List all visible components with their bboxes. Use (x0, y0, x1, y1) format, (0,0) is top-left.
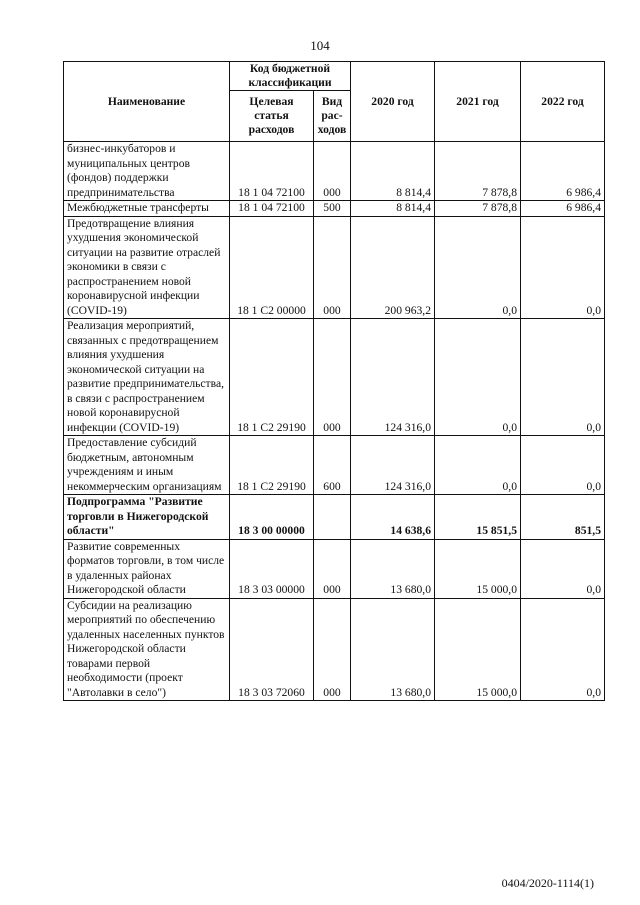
row-value-2022: 0,0 (521, 216, 605, 319)
row-name: Субсидии на реализацию мероприятий по обеспечению удаленных населенных пунктов Нижегородской области товарами первой необходимости (проект "Автолавки в село") (64, 598, 230, 701)
row-expense-type: 000 (314, 598, 351, 701)
header-year-2020: 2020 год (351, 62, 435, 142)
row-target-article: 18 3 03 00000 (230, 539, 314, 598)
row-value-2020: 8 814,4 (351, 201, 435, 217)
row-value-2021: 7 878,8 (435, 142, 521, 201)
header-name: Наименование (64, 62, 230, 142)
row-value-2021: 15 000,0 (435, 539, 521, 598)
row-name: Предотвращение влияния ухудшения экономической ситуации на развитие отраслей экономики в связи с распространением новой коронавирусной инфекции (COVID-19) (64, 216, 230, 319)
row-value-2021: 0,0 (435, 319, 521, 436)
table-row (64, 436, 605, 495)
row-expense-type: 000 (314, 142, 351, 201)
table-row (64, 319, 605, 436)
row-value-2021: 7 878,8 (435, 201, 521, 217)
row-expense-type: 600 (314, 436, 351, 495)
row-target-article: 18 3 03 72060 (230, 598, 314, 701)
header-year-2021: 2021 год (435, 62, 521, 142)
row-target-article: 18 1 С2 29190 (230, 319, 314, 436)
row-expense-type: 000 (314, 319, 351, 436)
row-expense-type: 000 (314, 216, 351, 319)
row-target-article: 18 3 00 00000 (230, 495, 314, 540)
row-expense-type: 000 (314, 539, 351, 598)
table-row (64, 142, 605, 201)
document-code: 0404/2020-1114(1) (501, 876, 594, 890)
row-value-2022: 0,0 (521, 598, 605, 701)
row-value-2020: 13 680,0 (351, 598, 435, 701)
header-expense-type: Вид рас-ходов (314, 91, 351, 142)
budget-table (63, 61, 605, 701)
table-row (64, 598, 605, 701)
row-value-2020: 13 680,0 (351, 539, 435, 598)
row-value-2022: 851,5 (521, 495, 605, 540)
row-target-article: 18 1 С2 29190 (230, 436, 314, 495)
row-target-article: 18 1 С2 00000 (230, 216, 314, 319)
row-expense-type: 500 (314, 201, 351, 217)
row-value-2020: 14 638,6 (351, 495, 435, 540)
table-row (64, 201, 605, 217)
header-code-group: Код бюджетной классификации (230, 62, 351, 91)
table-row-subprogram (64, 495, 605, 540)
row-name: Межбюджетные трансферты (64, 201, 230, 217)
row-value-2022: 0,0 (521, 436, 605, 495)
row-value-2021: 0,0 (435, 436, 521, 495)
header-target-article: Целевая статья расходов (230, 91, 314, 142)
row-value-2020: 124 316,0 (351, 436, 435, 495)
row-target-article: 18 1 04 72100 (230, 201, 314, 217)
row-value-2020: 124 316,0 (351, 319, 435, 436)
row-value-2021: 0,0 (435, 216, 521, 319)
table-row (64, 539, 605, 598)
row-name: Предоставление субсидий бюджетным, автономным учреждениям и иным некоммерческим организациям (64, 436, 230, 495)
row-expense-type (314, 495, 351, 540)
row-value-2022: 0,0 (521, 539, 605, 598)
row-value-2021: 15 851,5 (435, 495, 521, 540)
row-name: Подпрограмма "Развитие торговли в Нижегородской области" (64, 495, 230, 540)
header-year-2022: 2022 год (521, 62, 605, 142)
row-name: Развитие современных форматов торговли, в том числе в удаленных районах Нижегородской области (64, 539, 230, 598)
row-value-2022: 6 986,4 (521, 201, 605, 217)
row-value-2021: 15 000,0 (435, 598, 521, 701)
row-name: Реализация мероприятий, связанных с предотвращением влияния ухудшения экономической ситуации на развитие предпринимательства, в связи с распространением новой коронавирусной инфекции (COVID-19) (64, 319, 230, 436)
row-value-2022: 0,0 (521, 319, 605, 436)
page-number: 104 (310, 38, 330, 53)
row-value-2020: 200 963,2 (351, 216, 435, 319)
row-name: бизнес-инкубаторов и муниципальных центров (фондов) поддержки предпринимательства (64, 142, 230, 201)
row-value-2020: 8 814,4 (351, 142, 435, 201)
row-target-article: 18 1 04 72100 (230, 142, 314, 201)
table-row (64, 216, 605, 319)
row-value-2022: 6 986,4 (521, 142, 605, 201)
